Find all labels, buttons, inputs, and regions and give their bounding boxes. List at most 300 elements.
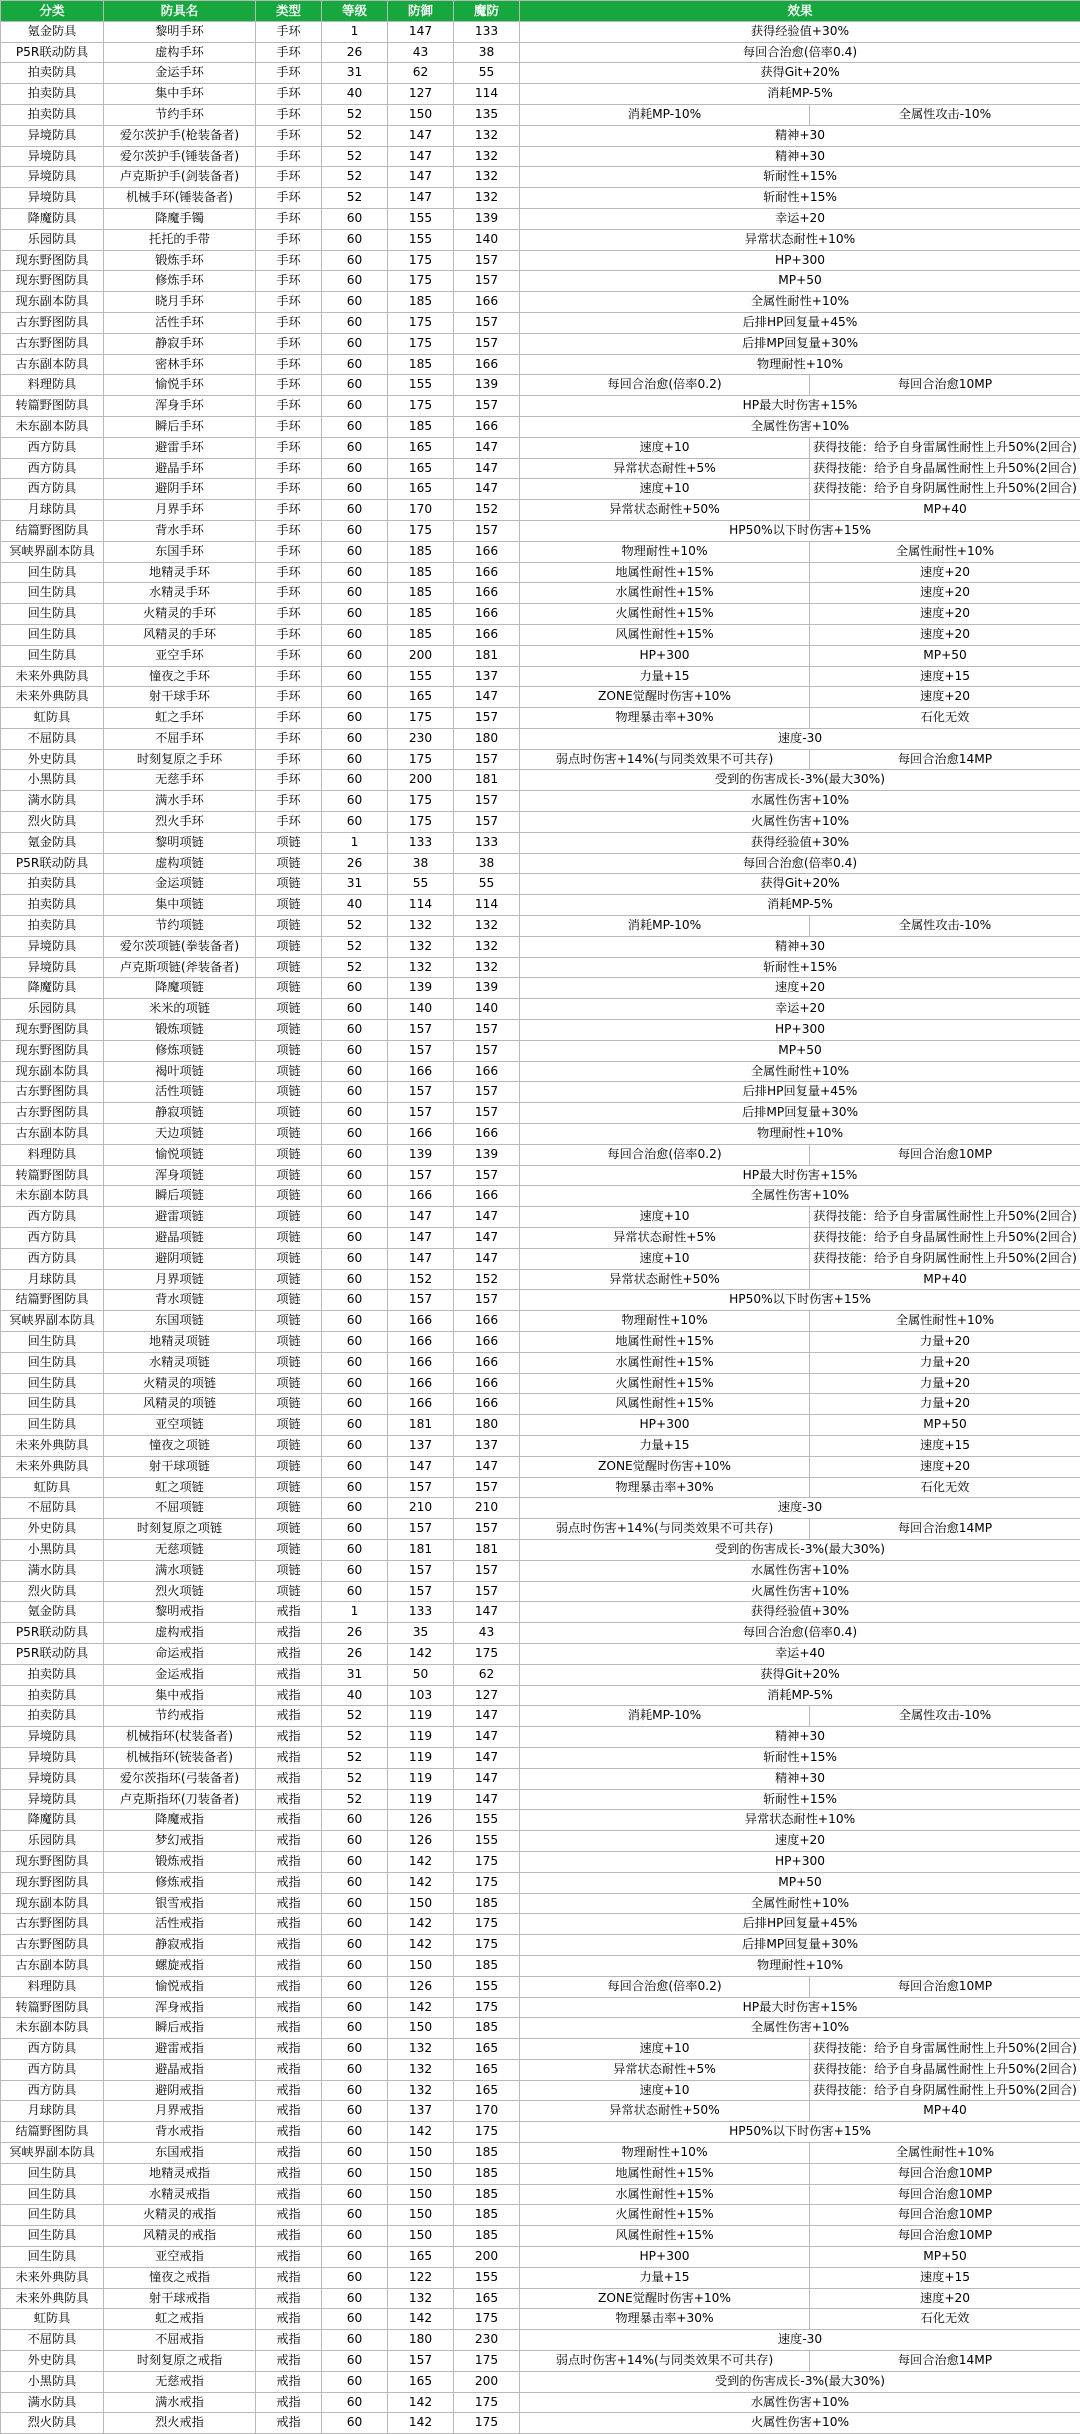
cell-magic-defense: 137 (454, 1435, 520, 1456)
cell-effect-2: 速度+20 (810, 562, 1080, 583)
cell-name: 亚空项链 (104, 1415, 256, 1436)
cell-effect-2: 获得技能：给予自身晶属性耐性上升50%(2回合) (810, 2059, 1080, 2080)
table-row (1, 1477, 1080, 1498)
cell-defense: 55 (388, 874, 454, 895)
cell-category: 异境防具 (1, 188, 104, 209)
cell-level: 60 (322, 1269, 388, 1290)
cell-effect: 全属性伤害+10% (520, 416, 1080, 437)
cell-category: 现东野图防具 (1, 1040, 104, 1061)
cell-category: 月球防具 (1, 1269, 104, 1290)
cell-magic-defense: 155 (454, 1831, 520, 1852)
cell-effect: 后排HP回复量+45% (520, 1914, 1080, 1935)
table-row (1, 1228, 1080, 1249)
cell-effect-1: 弱点时伤害+14%(与同类效果不可共存) (520, 1519, 810, 1540)
cell-effect-1: 火属性耐性+15% (520, 604, 810, 625)
table-row (1, 63, 1080, 84)
cell-effect: 精神+30 (520, 1727, 1080, 1748)
table-row (1, 1560, 1080, 1581)
cell-level: 60 (322, 1955, 388, 1976)
cell-magic-defense: 133 (454, 21, 520, 42)
table-row (1, 1539, 1080, 1560)
cell-magic-defense: 157 (454, 1290, 520, 1311)
cell-type: 戒指 (256, 2122, 322, 2143)
table-row (1, 957, 1080, 978)
table-row (1, 229, 1080, 250)
cell-effect-1: 速度+10 (520, 1248, 810, 1269)
cell-effect-1: 速度+10 (520, 437, 810, 458)
cell-name: 集中项链 (104, 895, 256, 916)
cell-magic-defense: 62 (454, 1664, 520, 1685)
cell-type: 手环 (256, 146, 322, 167)
cell-type: 手环 (256, 375, 322, 396)
cell-effect: 斩耐性+15% (520, 167, 1080, 188)
cell-level: 60 (322, 2163, 388, 2184)
cell-defense: 147 (388, 167, 454, 188)
cell-name: 避雷手环 (104, 437, 256, 458)
cell-effect: 获得经验值+30% (520, 832, 1080, 853)
cell-level: 60 (322, 458, 388, 479)
cell-level: 60 (322, 250, 388, 271)
cell-type: 戒指 (256, 2247, 322, 2268)
cell-category: 回生防具 (1, 604, 104, 625)
cell-category: 未来外典防具 (1, 1456, 104, 1477)
cell-name: 避雷戒指 (104, 2039, 256, 2060)
cell-effect-1: ZONE觉醒时伤害+10% (520, 1456, 810, 1477)
table-row (1, 2351, 1080, 2372)
table-row (1, 146, 1080, 167)
table-row (1, 1893, 1080, 1914)
cell-type: 手环 (256, 188, 322, 209)
cell-level: 60 (322, 1165, 388, 1186)
cell-defense: 147 (388, 1207, 454, 1228)
cell-name: 地精灵项链 (104, 1332, 256, 1353)
table-row (1, 1435, 1080, 1456)
table-row (1, 749, 1080, 770)
table-row (1, 42, 1080, 63)
header-category: 分类 (1, 1, 104, 22)
table-row (1, 2288, 1080, 2309)
cell-defense: 127 (388, 84, 454, 105)
cell-category: 不屈防具 (1, 1498, 104, 1519)
cell-level: 60 (322, 1581, 388, 1602)
cell-category: 西方防具 (1, 2080, 104, 2101)
table-row (1, 1768, 1080, 1789)
cell-name: 避阴项链 (104, 1248, 256, 1269)
cell-name: 黎明手环 (104, 21, 256, 42)
cell-effect-2: MP+50 (810, 1415, 1080, 1436)
cell-effect: 精神+30 (520, 1768, 1080, 1789)
table-row (1, 2122, 1080, 2143)
cell-defense: 103 (388, 1685, 454, 1706)
cell-name: 火精灵的项链 (104, 1373, 256, 1394)
cell-level: 60 (322, 292, 388, 313)
cell-magic-defense: 157 (454, 1103, 520, 1124)
cell-magic-defense: 147 (454, 1768, 520, 1789)
cell-level: 60 (322, 728, 388, 749)
cell-type: 手环 (256, 708, 322, 729)
cell-defense: 150 (388, 2205, 454, 2226)
cell-category: 拍卖防具 (1, 104, 104, 125)
table-row (1, 1831, 1080, 1852)
cell-defense: 119 (388, 1768, 454, 1789)
cell-category: 冥峡界副本防具 (1, 541, 104, 562)
cell-effect-2: 获得技能：给予自身雷属性耐性上升50%(2回合) (810, 2039, 1080, 2060)
table-row (1, 1456, 1080, 1477)
cell-type: 戒指 (256, 2101, 322, 2122)
table-row (1, 1124, 1080, 1145)
cell-name: 浑身手环 (104, 396, 256, 417)
cell-name: 瞬后戒指 (104, 2018, 256, 2039)
cell-type: 项链 (256, 936, 322, 957)
cell-magic-defense: 157 (454, 312, 520, 333)
cell-magic-defense: 181 (454, 770, 520, 791)
cell-name: 时刻复原之项链 (104, 1519, 256, 1540)
cell-level: 60 (322, 1082, 388, 1103)
cell-magic-defense: 147 (454, 1248, 520, 1269)
cell-name: 时刻复原之手环 (104, 749, 256, 770)
cell-name: 爱尔茨指环(弓装备者) (104, 1768, 256, 1789)
cell-defense: 166 (388, 1186, 454, 1207)
cell-type: 手环 (256, 125, 322, 146)
cell-effect: 受到的伤害成长-3%(最大30%) (520, 1539, 1080, 1560)
cell-name: 烈火戒指 (104, 2413, 256, 2434)
cell-effect-1: ZONE觉醒时伤害+10% (520, 687, 810, 708)
cell-category: 降魔防具 (1, 208, 104, 229)
cell-name: 浑身项链 (104, 1165, 256, 1186)
cell-level: 60 (322, 1456, 388, 1477)
table-row (1, 1810, 1080, 1831)
cell-type: 项链 (256, 874, 322, 895)
cell-magic-defense: 166 (454, 1311, 520, 1332)
cell-name: 机械指环(铳装备者) (104, 1747, 256, 1768)
cell-effect: 获得经验值+30% (520, 1602, 1080, 1623)
cell-magic-defense: 185 (454, 2205, 520, 2226)
table-row (1, 1394, 1080, 1415)
cell-effect: 斩耐性+15% (520, 188, 1080, 209)
cell-effect-2: 速度+20 (810, 687, 1080, 708)
cell-name: 密林手环 (104, 354, 256, 375)
table-row (1, 604, 1080, 625)
cell-level: 60 (322, 1061, 388, 1082)
cell-level: 60 (322, 1810, 388, 1831)
cell-type: 戒指 (256, 1976, 322, 1997)
cell-defense: 175 (388, 312, 454, 333)
cell-level: 60 (322, 2059, 388, 2080)
cell-category: 西方防具 (1, 458, 104, 479)
cell-type: 项链 (256, 1435, 322, 1456)
cell-effect-2: 每回合治愈14MP (810, 749, 1080, 770)
cell-level: 60 (322, 375, 388, 396)
cell-magic-defense: 185 (454, 2163, 520, 2184)
cell-effect-2: 每回合治愈10MP (810, 1144, 1080, 1165)
cell-level: 60 (322, 687, 388, 708)
cell-effect-2: 全属性攻击-10% (810, 916, 1080, 937)
cell-level: 60 (322, 1498, 388, 1519)
cell-category: 冥峡界副本防具 (1, 1311, 104, 1332)
cell-name: 降魔戒指 (104, 1810, 256, 1831)
cell-type: 手环 (256, 229, 322, 250)
cell-category: 氪金防具 (1, 21, 104, 42)
cell-magic-defense: 165 (454, 2080, 520, 2101)
cell-name: 节约戒指 (104, 1706, 256, 1727)
cell-category: 现东副本防具 (1, 292, 104, 313)
cell-level: 60 (322, 1207, 388, 1228)
table-row (1, 1186, 1080, 1207)
cell-level: 60 (322, 624, 388, 645)
cell-effect-1: 每回合治愈(倍率0.2) (520, 1144, 810, 1165)
table-row (1, 895, 1080, 916)
table-row (1, 853, 1080, 874)
cell-level: 60 (322, 1893, 388, 1914)
cell-magic-defense: 135 (454, 104, 520, 125)
cell-category: 烈火防具 (1, 1581, 104, 1602)
cell-defense: 119 (388, 1706, 454, 1727)
table-row (1, 1955, 1080, 1976)
table-row (1, 250, 1080, 271)
cell-magic-defense: 140 (454, 229, 520, 250)
cell-defense: 157 (388, 1519, 454, 1540)
cell-type: 项链 (256, 1269, 322, 1290)
cell-category: 虹防具 (1, 1477, 104, 1498)
cell-type: 手环 (256, 749, 322, 770)
cell-level: 60 (322, 645, 388, 666)
cell-name: 地精灵手环 (104, 562, 256, 583)
cell-category: 乐园防具 (1, 999, 104, 1020)
table-row (1, 770, 1080, 791)
cell-type: 手环 (256, 541, 322, 562)
cell-effect: 物理耐性+10% (520, 1124, 1080, 1145)
table-row (1, 2039, 1080, 2060)
cell-type: 戒指 (256, 2351, 322, 2372)
cell-level: 60 (322, 708, 388, 729)
cell-type: 项链 (256, 1332, 322, 1353)
cell-effect-2: 获得技能：给予自身雷属性耐性上升50%(2回合) (810, 437, 1080, 458)
cell-level: 52 (322, 1706, 388, 1727)
cell-defense: 119 (388, 1747, 454, 1768)
cell-defense: 150 (388, 2163, 454, 2184)
cell-name: 不屈戒指 (104, 2330, 256, 2351)
cell-magic-defense: 166 (454, 354, 520, 375)
cell-defense: 142 (388, 2392, 454, 2413)
cell-effect-1: 弱点时伤害+14%(与同类效果不可共存) (520, 2351, 810, 2372)
cell-level: 31 (322, 874, 388, 895)
table-row (1, 1311, 1080, 1332)
cell-magic-defense: 166 (454, 1186, 520, 1207)
cell-effect: 速度-30 (520, 2330, 1080, 2351)
cell-name: 风精灵的戒指 (104, 2226, 256, 2247)
cell-effect: MP+50 (520, 271, 1080, 292)
cell-effect-2: 每回合治愈10MP (810, 2205, 1080, 2226)
cell-type: 戒指 (256, 1872, 322, 1893)
cell-category: 西方防具 (1, 1207, 104, 1228)
cell-name: 黎明戒指 (104, 1602, 256, 1623)
cell-magic-defense: 147 (454, 1456, 520, 1477)
cell-name: 虹之手环 (104, 708, 256, 729)
cell-level: 60 (322, 2205, 388, 2226)
cell-magic-defense: 185 (454, 2018, 520, 2039)
cell-effect: 后排MP回复量+30% (520, 333, 1080, 354)
cell-effect-2: 每回合治愈14MP (810, 2351, 1080, 2372)
cell-level: 60 (322, 333, 388, 354)
cell-magic-defense: 157 (454, 333, 520, 354)
cell-effect-2: MP+40 (810, 500, 1080, 521)
cell-type: 项链 (256, 1560, 322, 1581)
table-row (1, 2101, 1080, 2122)
cell-effect-2: 每回合治愈10MP (810, 2184, 1080, 2205)
table-row (1, 791, 1080, 812)
table-row (1, 1623, 1080, 1644)
cell-name: 虚构项链 (104, 853, 256, 874)
cell-name: 静寂项链 (104, 1103, 256, 1124)
cell-effect-1: 物理耐性+10% (520, 1311, 810, 1332)
cell-type: 戒指 (256, 1810, 322, 1831)
cell-category: 未东副本防具 (1, 1186, 104, 1207)
cell-effect-2: 速度+20 (810, 604, 1080, 625)
cell-effect: HP最大时伤害+15% (520, 1997, 1080, 2018)
cell-type: 手环 (256, 562, 322, 583)
cell-type: 项链 (256, 1040, 322, 1061)
cell-category: 外史防具 (1, 749, 104, 770)
cell-category: 异境防具 (1, 1747, 104, 1768)
table-row (1, 1727, 1080, 1748)
cell-effect-1: 每回合治愈(倍率0.2) (520, 375, 810, 396)
cell-defense: 157 (388, 1082, 454, 1103)
cell-effect: 消耗MP-5% (520, 84, 1080, 105)
cell-category: 回生防具 (1, 562, 104, 583)
cell-effect-2: 石化无效 (810, 1477, 1080, 1498)
cell-name: 月界戒指 (104, 2101, 256, 2122)
cell-effect-2: 全属性耐性+10% (810, 541, 1080, 562)
cell-name: 虚构戒指 (104, 1623, 256, 1644)
cell-magic-defense: 147 (454, 1228, 520, 1249)
cell-name: 锻炼项链 (104, 1020, 256, 1041)
table-row (1, 312, 1080, 333)
cell-magic-defense: 157 (454, 396, 520, 417)
table-row (1, 396, 1080, 417)
cell-name: 活性手环 (104, 312, 256, 333)
cell-defense: 165 (388, 2247, 454, 2268)
header-effect: 效果 (520, 1, 1080, 22)
cell-category: 西方防具 (1, 437, 104, 458)
cell-defense: 185 (388, 354, 454, 375)
cell-defense: 50 (388, 1664, 454, 1685)
cell-effect: MP+50 (520, 1040, 1080, 1061)
cell-defense: 166 (388, 1061, 454, 1082)
cell-level: 60 (322, 520, 388, 541)
cell-effect-2: 全属性耐性+10% (810, 1311, 1080, 1332)
cell-defense: 147 (388, 188, 454, 209)
cell-name: 射干球项链 (104, 1456, 256, 1477)
cell-effect-2: 每回合治愈10MP (810, 375, 1080, 396)
cell-category: 拍卖防具 (1, 874, 104, 895)
cell-effect: 异常状态耐性+10% (520, 229, 1080, 250)
cell-name: 锻炼戒指 (104, 1851, 256, 1872)
cell-type: 手环 (256, 333, 322, 354)
cell-magic-defense: 185 (454, 1955, 520, 1976)
cell-defense: 185 (388, 583, 454, 604)
cell-category: 拍卖防具 (1, 84, 104, 105)
cell-name: 活性项链 (104, 1082, 256, 1103)
cell-magic-defense: 137 (454, 666, 520, 687)
cell-magic-defense: 132 (454, 957, 520, 978)
cell-category: 回生防具 (1, 645, 104, 666)
cell-type: 戒指 (256, 1935, 322, 1956)
cell-effect-1: 物理耐性+10% (520, 2143, 810, 2164)
cell-category: 古东副本防具 (1, 354, 104, 375)
cell-level: 26 (322, 853, 388, 874)
cell-category: P5R联动防具 (1, 853, 104, 874)
cell-defense: 142 (388, 1851, 454, 1872)
cell-name: 东国项链 (104, 1311, 256, 1332)
cell-defense: 126 (388, 1831, 454, 1852)
cell-type: 戒指 (256, 2143, 322, 2164)
cell-category: 未东副本防具 (1, 2018, 104, 2039)
table-row (1, 292, 1080, 313)
cell-level: 52 (322, 1768, 388, 1789)
table-row (1, 437, 1080, 458)
cell-magic-defense: 166 (454, 1352, 520, 1373)
cell-magic-defense: 175 (454, 1851, 520, 1872)
cell-effect-2: 每回合治愈10MP (810, 2226, 1080, 2247)
cell-effect-2: 每回合治愈10MP (810, 2163, 1080, 2184)
cell-name: 背水戒指 (104, 2122, 256, 2143)
cell-defense: 38 (388, 853, 454, 874)
cell-type: 戒指 (256, 1789, 322, 1810)
cell-type: 项链 (256, 1082, 322, 1103)
cell-name: 避晶项链 (104, 1228, 256, 1249)
cell-defense: 142 (388, 2122, 454, 2143)
cell-effect: 全属性耐性+10% (520, 292, 1080, 313)
cell-effect-2: 全属性攻击-10% (810, 104, 1080, 125)
table-row (1, 874, 1080, 895)
cell-level: 60 (322, 1851, 388, 1872)
cell-category: 回生防具 (1, 1352, 104, 1373)
table-row (1, 1581, 1080, 1602)
cell-effect-1: ZONE觉醒时伤害+10% (520, 2288, 810, 2309)
cell-magic-defense: 152 (454, 500, 520, 521)
cell-name: 活性戒指 (104, 1914, 256, 1935)
cell-effect: MP+50 (520, 1872, 1080, 1893)
cell-defense: 142 (388, 1643, 454, 1664)
cell-category: 回生防具 (1, 1415, 104, 1436)
cell-name: 降魔手镯 (104, 208, 256, 229)
cell-defense: 185 (388, 416, 454, 437)
cell-magic-defense: 175 (454, 1643, 520, 1664)
cell-type: 戒指 (256, 2184, 322, 2205)
cell-type: 手环 (256, 728, 322, 749)
cell-name: 憧夜之手环 (104, 666, 256, 687)
cell-effect: HP+300 (520, 1020, 1080, 1041)
table-row (1, 1851, 1080, 1872)
cell-type: 手环 (256, 479, 322, 500)
cell-magic-defense: 157 (454, 1165, 520, 1186)
cell-category: 月球防具 (1, 500, 104, 521)
cell-category: 降魔防具 (1, 978, 104, 999)
table-body (1, 21, 1080, 2433)
cell-effect-2: 力量+20 (810, 1332, 1080, 1353)
cell-effect: 火属性伤害+10% (520, 2413, 1080, 2434)
cell-category: 未来外典防具 (1, 2267, 104, 2288)
cell-effect: 物理耐性+10% (520, 1955, 1080, 1976)
cell-type: 项链 (256, 1311, 322, 1332)
cell-level: 60 (322, 541, 388, 562)
cell-defense: 147 (388, 125, 454, 146)
cell-name: 避晶手环 (104, 458, 256, 479)
cell-name: 瞬后手环 (104, 416, 256, 437)
cell-name: 不屈手环 (104, 728, 256, 749)
cell-effect-2: 获得技能：给予自身阴属性耐性上升50%(2回合) (810, 2080, 1080, 2101)
cell-defense: 166 (388, 1373, 454, 1394)
